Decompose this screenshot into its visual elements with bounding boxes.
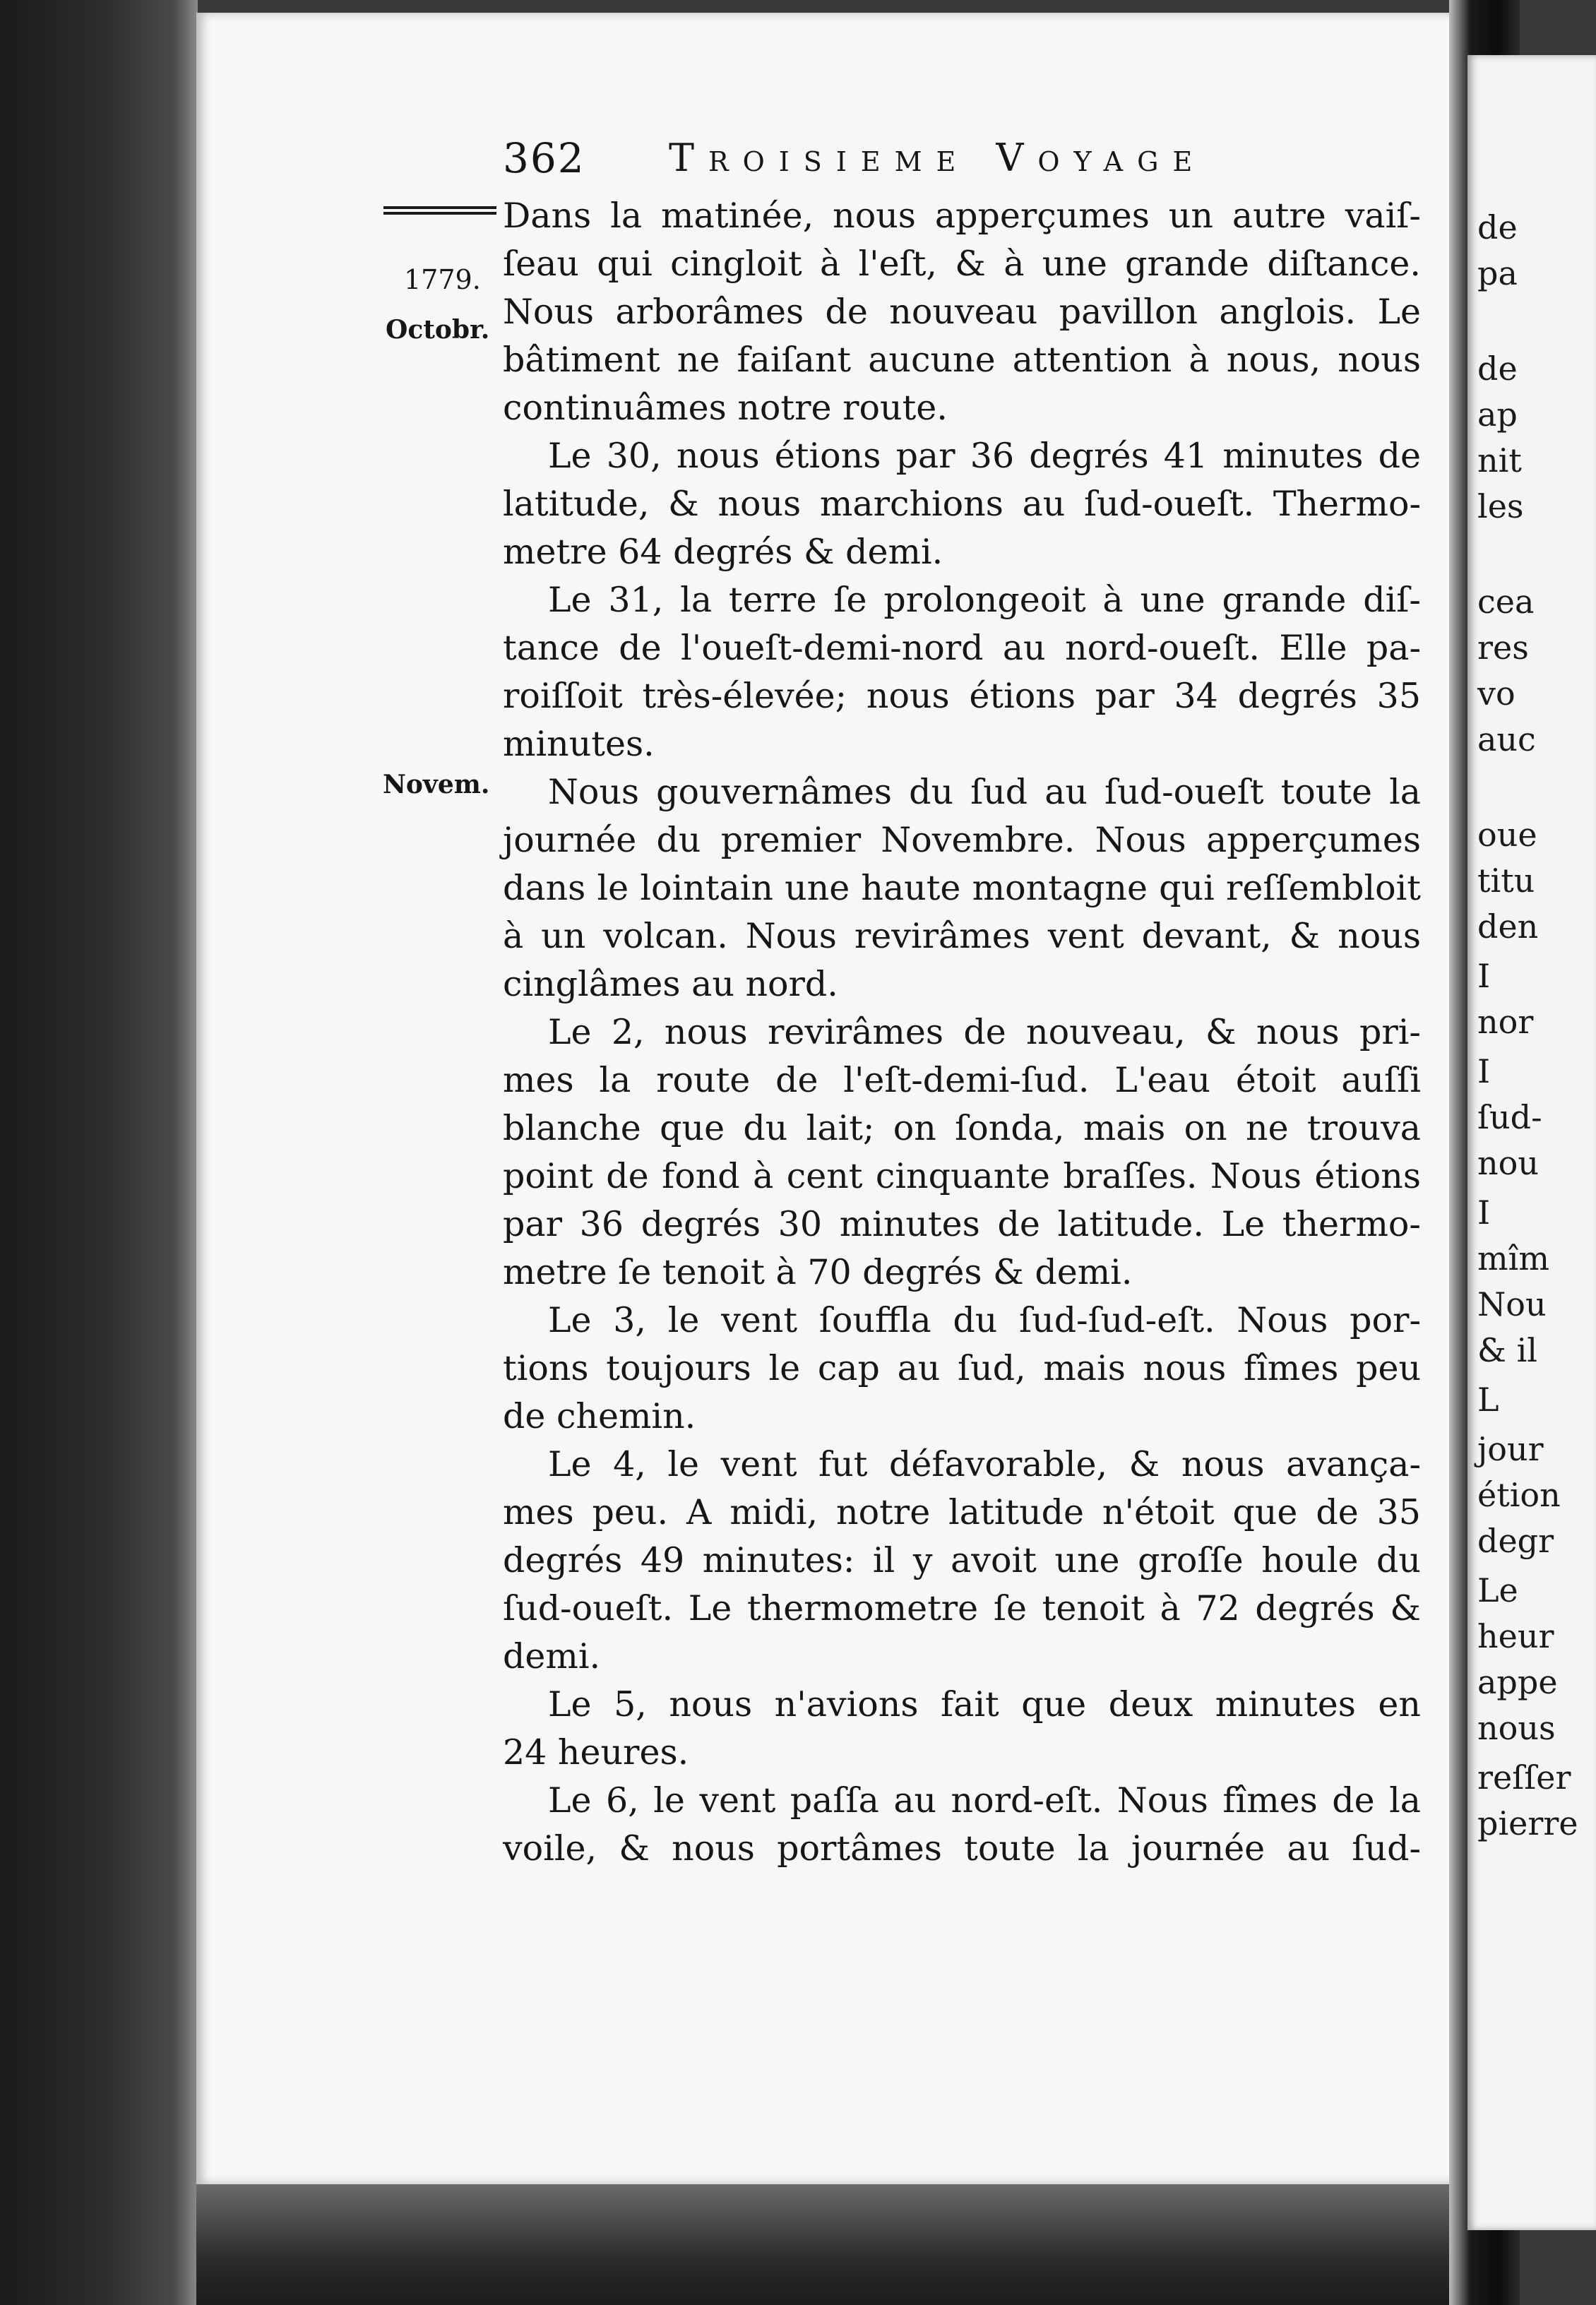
facing-page-fragment: reſſer: [1477, 1758, 1571, 1797]
margin-note-november: Novem.: [383, 770, 490, 799]
facing-page-fragment: jour: [1477, 1430, 1544, 1468]
facing-page-fragment: L: [1477, 1381, 1499, 1419]
facing-page-fragment: pa: [1477, 254, 1518, 292]
text-line: Le 5, nous n'avions fait que deux minutes en: [548, 1684, 1421, 1725]
text-line: degrés 49 minutes: il y avoit une groſſe houle du: [503, 1540, 1421, 1580]
facing-page-fragment: de: [1477, 350, 1518, 388]
margin-note-year: 1779.: [404, 264, 481, 295]
facing-page-fragment: les: [1477, 487, 1524, 525]
text-line: mes peu. A midi, notre latitude n'étoit que de 35: [503, 1492, 1421, 1532]
facing-page-fragment: heur: [1477, 1617, 1554, 1655]
text-line: Le 3, le vent ſouffla du ſud-ſud-eſt. Nous por-: [548, 1300, 1421, 1340]
facing-page-fragment: Nou: [1477, 1285, 1547, 1323]
facing-page-fragment: pierre: [1477, 1804, 1578, 1842]
text-line: Dans la matinée, nous apperçumes un autre vaiſ-: [503, 196, 1421, 236]
text-line: dans le lointain une haute montagne qui reſſembloit: [503, 868, 1421, 908]
facing-page-fragment: nous: [1477, 1709, 1556, 1747]
text-line: de chemin.: [503, 1396, 696, 1436]
text-line: Le 4, le vent fut défavorable, & nous avança-: [548, 1444, 1421, 1484]
page-number: 362: [503, 134, 585, 182]
scan-bottom-edge: [196, 2184, 1460, 2305]
facing-page-fragment: nou: [1477, 1144, 1539, 1182]
facing-page-fragment: de: [1477, 208, 1518, 246]
text-line: latitude, & nous marchions au ſud-oueſt. Thermo-: [503, 484, 1421, 524]
facing-page-fragment: & il: [1477, 1331, 1537, 1369]
facing-page-fragment: ſud-: [1477, 1098, 1542, 1136]
facing-page-fragment: den: [1477, 907, 1539, 946]
ornament-rule: [383, 206, 496, 220]
facing-page-fragment: I: [1477, 1052, 1491, 1090]
facing-page-fragment: appe: [1477, 1663, 1558, 1701]
facing-page-fragment: vo: [1477, 674, 1515, 713]
facing-page-fragment: I: [1477, 957, 1491, 995]
text-line: Le 6, le vent paſſa au nord-eſt. Nous fîmes de la: [548, 1780, 1421, 1821]
text-line: roiſſoit très-élevée; nous étions par 34 degrés 35: [503, 676, 1421, 716]
facing-page-fragment: degr: [1477, 1522, 1554, 1560]
text-line: bâtiment ne faiſant aucune attention à nous, nous: [503, 340, 1421, 380]
facing-page-fragment: Le: [1477, 1571, 1518, 1609]
text-line: tance de l'oueſt-demi-nord au nord-oueſt. Elle pa-: [503, 628, 1421, 668]
text-line: mes la route de l'eſt-demi-ſud. L'eau étoit auſſi: [503, 1060, 1421, 1100]
facing-page-fragment: res: [1477, 629, 1529, 667]
text-line: voile, & nous portâmes toute la journée au ſud-: [503, 1828, 1421, 1869]
facing-page-fragment: oue: [1477, 816, 1537, 854]
facing-page-fragment: mîm: [1477, 1239, 1549, 1277]
text-line: ſeau qui cingloit à l'eſt, & à une grande diſtance.: [503, 244, 1421, 284]
text-line: continuâmes notre route.: [503, 388, 948, 428]
text-line: ſud-oueſt. Le thermometre ſe tenoit à 72 degrés &: [503, 1588, 1421, 1628]
text-line: minutes.: [503, 724, 655, 764]
text-line: journée du premier Novembre. Nous apperçumes: [503, 820, 1421, 860]
text-line: demi.: [503, 1636, 601, 1676]
text-line: cinglâmes au nord.: [503, 964, 838, 1004]
facing-page-fragment: nor: [1477, 1003, 1534, 1041]
text-line: Le 2, nous revirâmes de nouveau, & nous pri-: [548, 1012, 1421, 1052]
running-head: [503, 134, 1421, 191]
text-line: tions toujours le cap au ſud, mais nous fîmes peu: [503, 1348, 1421, 1388]
book-binding: [0, 0, 198, 2305]
text-line: 24 heures.: [503, 1732, 689, 1773]
text-line: Le 30, nous étions par 36 degrés 41 minutes de: [548, 436, 1421, 476]
text-line: metre ſe tenoit à 70 degrés & demi.: [503, 1252, 1133, 1292]
text-line: metre 64 degrés & demi.: [503, 532, 943, 572]
text-line: Nous gouvernâmes du ſud au ſud-oueſt toute la: [548, 772, 1421, 812]
running-title: Troisieme Voyage: [669, 136, 1207, 180]
text-line: à un volcan. Nous revirâmes vent devant, & nous: [503, 916, 1421, 956]
facing-page-fragment: titu: [1477, 862, 1535, 900]
text-line: par 36 degrés 30 minutes de latitude. Le thermo-: [503, 1204, 1421, 1244]
facing-page-fragment: auc: [1477, 720, 1536, 758]
facing-page-fragment: nit: [1477, 441, 1522, 480]
text-line: blanche que du lait; on ſonda, mais on ne trouva: [503, 1108, 1421, 1148]
facing-page-fragment: I: [1477, 1193, 1491, 1232]
text-line: Le 31, la terre ſe prolongeoit à une grande diſ-: [548, 580, 1421, 620]
text-line: point de fond à cent cinquante braſſes. Nous étions: [503, 1156, 1421, 1196]
facing-page-fragment: ap: [1477, 395, 1518, 434]
facing-page-fragment: étion: [1477, 1476, 1561, 1514]
text-line: Nous arborâmes de nouveau pavillon anglois. Le: [503, 292, 1421, 332]
margin-note-october: Octobr.: [386, 315, 490, 345]
facing-page-fragment: cea: [1477, 583, 1535, 621]
